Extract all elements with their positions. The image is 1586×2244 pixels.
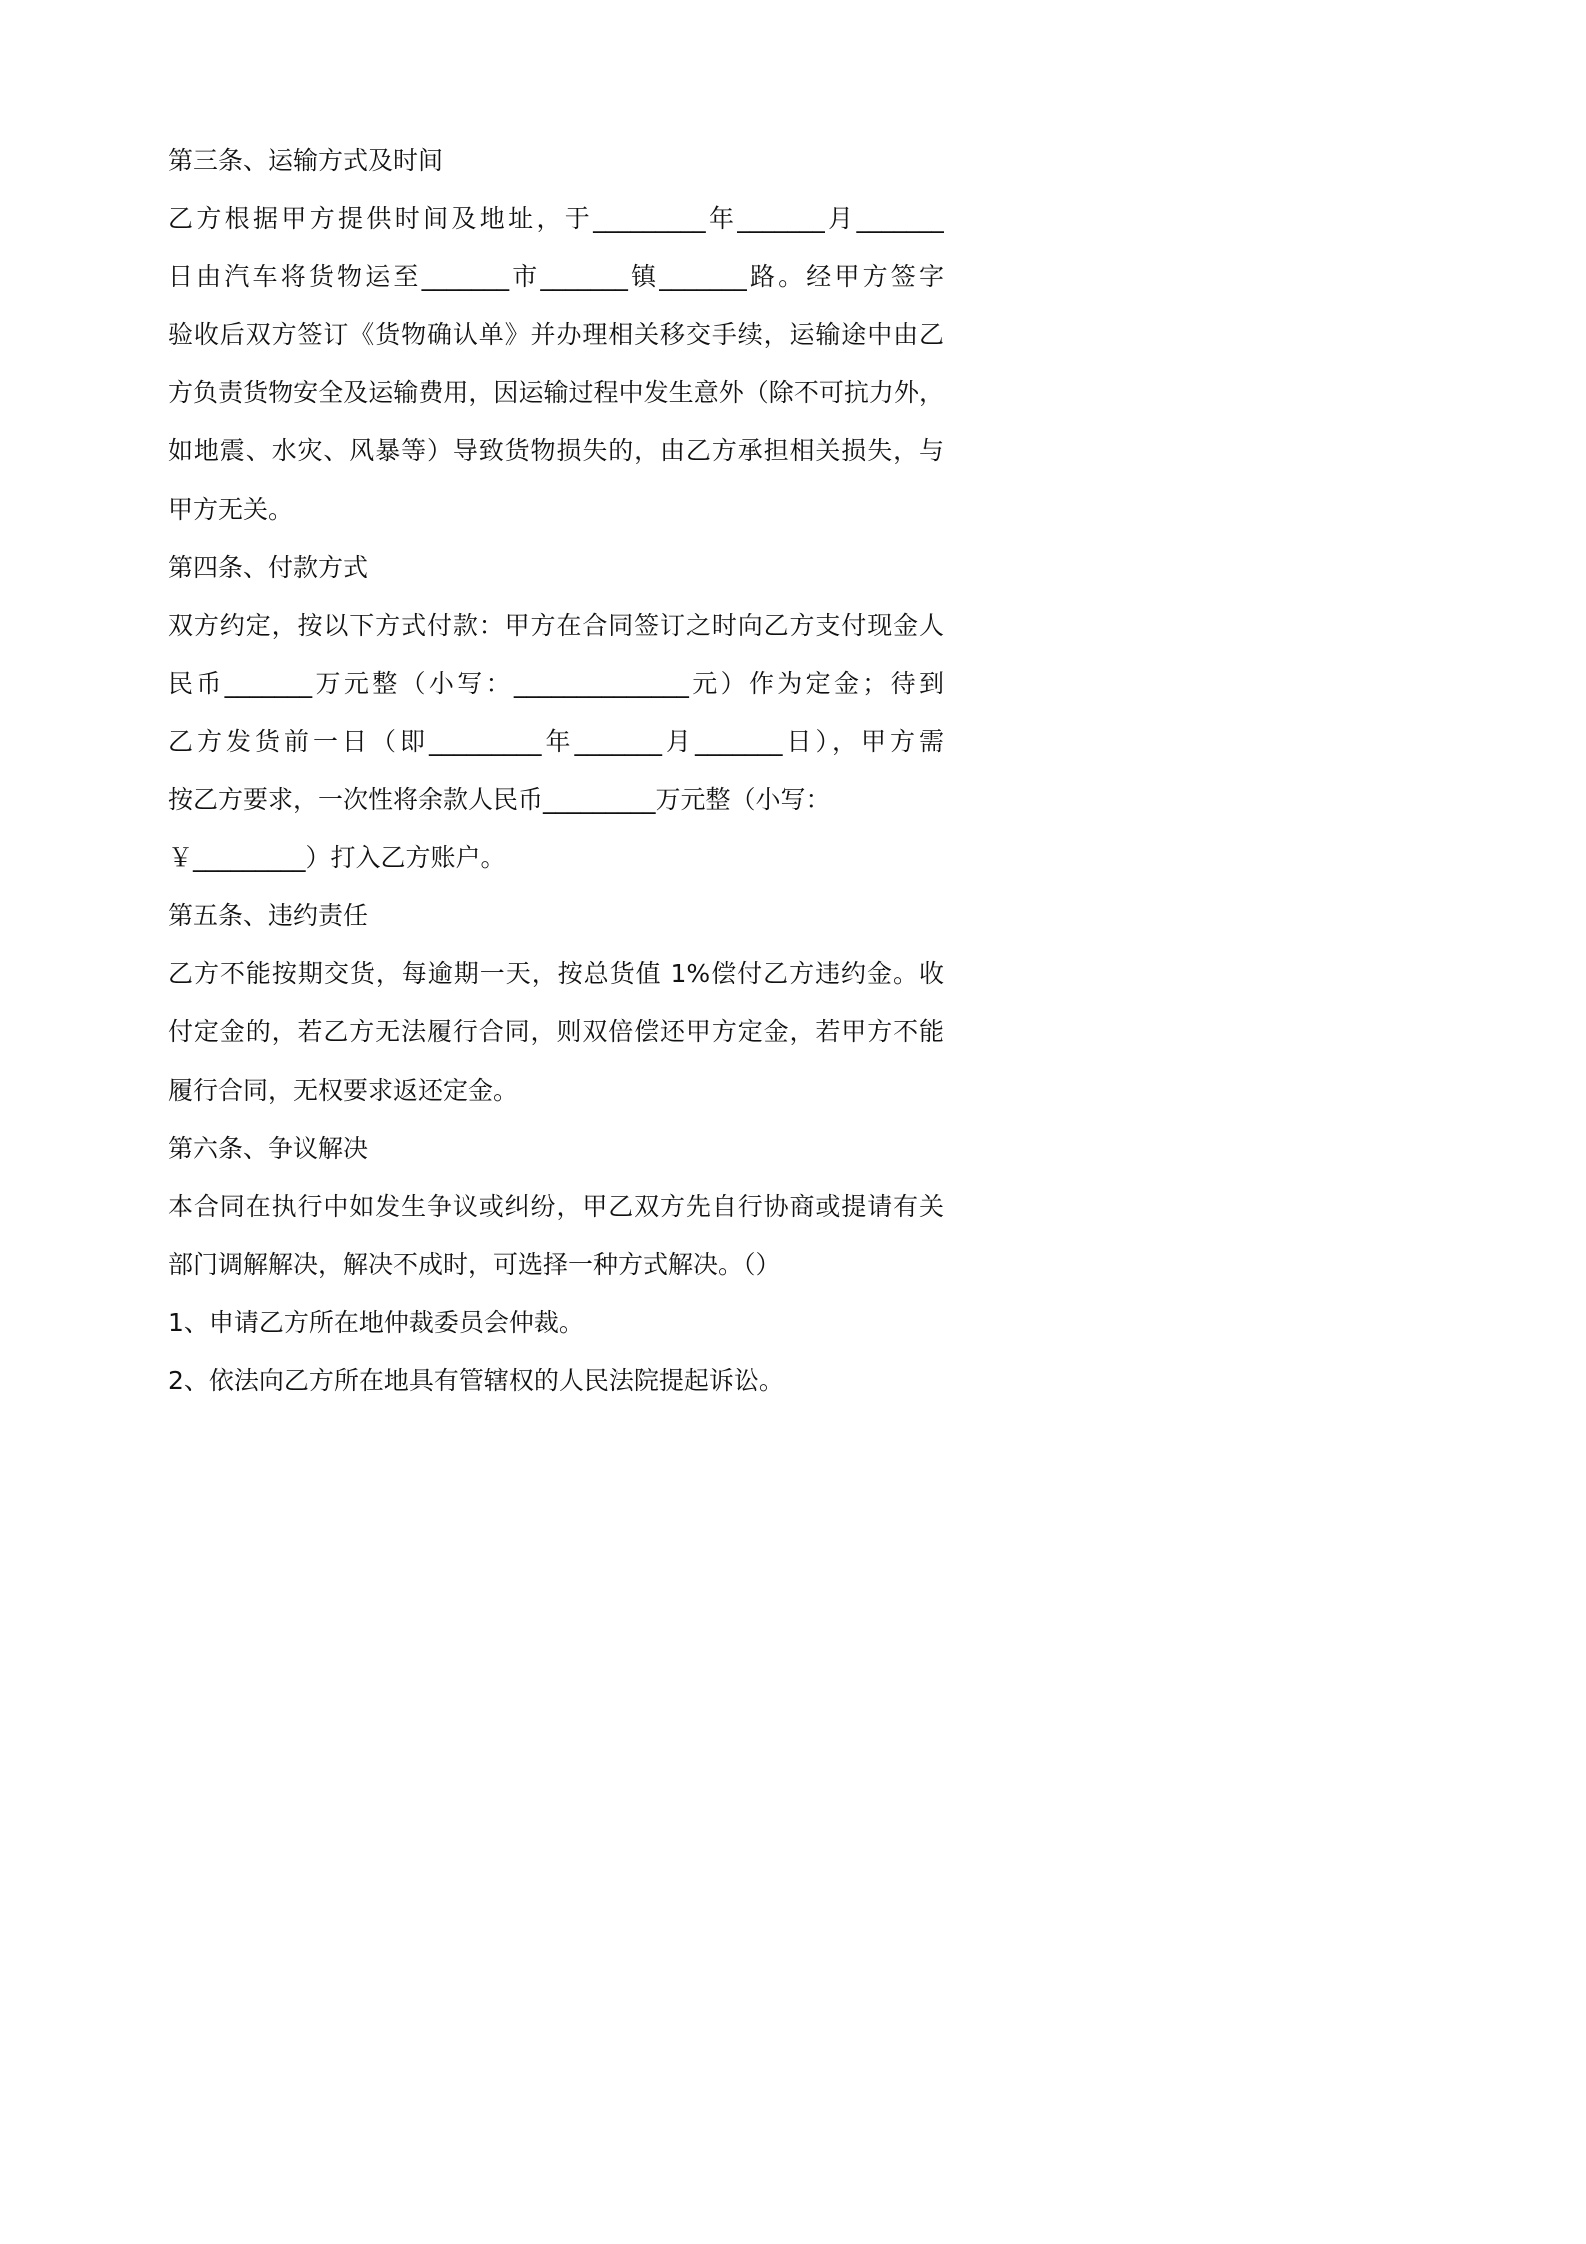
article-3-line-3: 验收后双方签订《货物确认单》并办理相关移交手续，运输途中由乙 — [168, 320, 944, 350]
contract-body — [168, 132, 944, 1410]
article-4-heading: 第四条、付款方式 — [168, 552, 369, 582]
article-3-line-4: 方负责货物安全及运输费用，因运输过程中发生意外（除不可抗力外， — [168, 378, 944, 408]
article-6-line-2: 部门调解解决，解决不成时，可选择一种方式解决。（） — [168, 1249, 781, 1279]
article-4-line-1: 双方约定，按以下方式付款：甲方在合同签订之时向乙方支付现金人 — [168, 610, 944, 640]
article-5-heading: 第五条、违约责任 — [168, 901, 369, 931]
article-3-line-6: 甲方无关。 — [168, 494, 294, 524]
article-6-heading: 第六条、争议解决 — [168, 1133, 369, 1163]
article-4-line-2: 民币_______万元整（小写：______________元）作为定金；待到 — [168, 668, 944, 698]
article-5-line-1: 乙方不能按期交货，每逾期一天，按总货值 1%偿付乙方违约金。收 — [168, 959, 944, 989]
article-4-line-3: 乙方发货前一日（即_________年_______月_______日），甲方需 — [168, 726, 944, 756]
article-6-option-1: 1、申请乙方所在地仲裁委员会仲裁。 — [168, 1307, 584, 1337]
article-3-heading: 第三条、运输方式及时间 — [168, 146, 444, 175]
article-5-line-3: 履行合同，无权要求返还定金。 — [168, 1075, 519, 1105]
article-5-line-2: 付定金的，若乙方无法履行合同，则双倍偿还甲方定金，若甲方不能 — [168, 1017, 944, 1047]
document-page — [0, 0, 1109, 1568]
article-4-line-5: ￥_________）打入乙方账户。 — [168, 843, 506, 873]
article-4-line-4: 按乙方要求，一次性将余款人民币_________万元整（小写： — [168, 785, 831, 815]
article-6-line-1: 本合同在执行中如发生争议或纠纷，甲乙双方先自行协商或提请有关 — [168, 1191, 944, 1221]
article-6-option-2: 2、依法向乙方所在地具有管辖权的人民法院提起诉讼。 — [168, 1365, 784, 1395]
article-3-line-2: 日由汽车将货物运至_______市_______镇_______路。经甲方签字 — [168, 262, 944, 292]
article-3-line-1: 乙方根据甲方提供时间及地址，于_________年_______月_______ — [168, 204, 944, 234]
article-3-line-5: 如地震、水灾、风暴等）导致货物损失的，由乙方承担相关损失，与 — [168, 436, 944, 466]
